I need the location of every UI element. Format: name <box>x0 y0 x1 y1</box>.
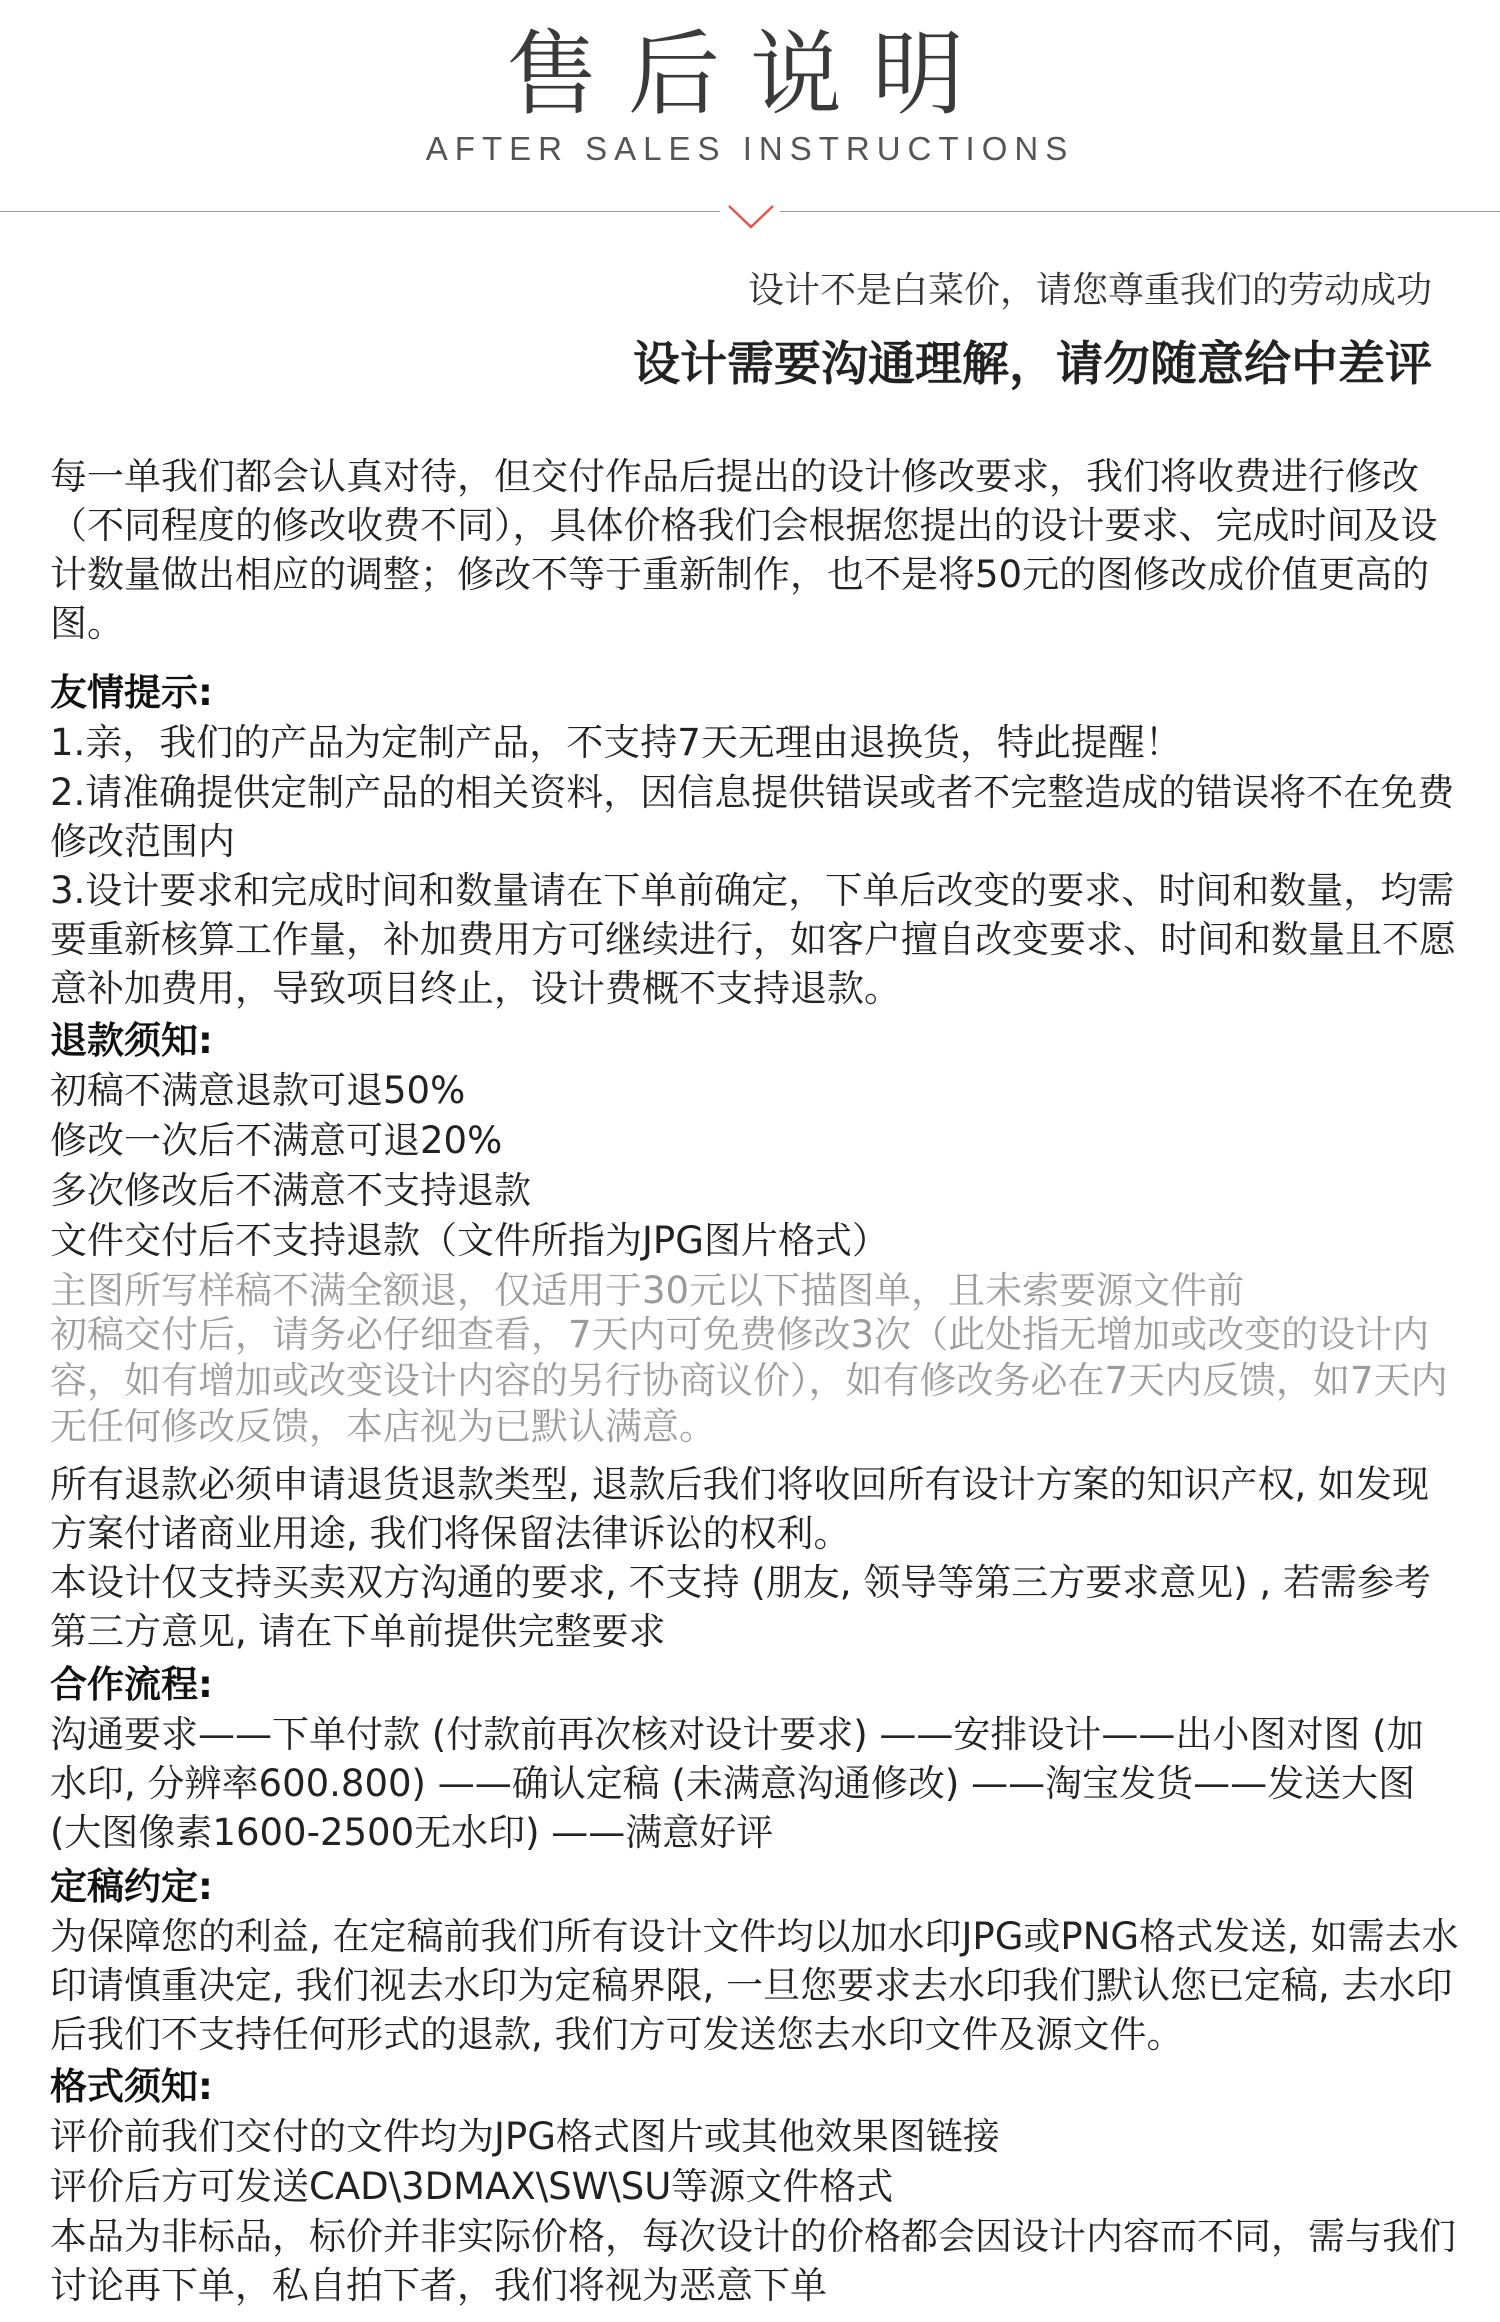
refund-line-1: 初稿不满意退款可退50% <box>50 1069 466 1112</box>
format-line-1: 评价前我们交付的文件均为JPG格式图片或其他效果图链接 <box>50 2115 1000 2158</box>
format-heading: 格式须知: <box>50 2065 213 2108</box>
format-line-2: 评价后方可发送CAD\3DMAX\SW\SU等源文件格式 <box>50 2165 894 2208</box>
process-text: 沟通要求——下单付款 (付款前再次核对设计要求) ——安排设计——出小图对图 (加水印, 分辨率600.800) ——确认定稿 (未满意沟通修改) ——淘宝发货——发送大图 (大图像素1600-2500无水印) ——满意好评 <box>50 1713 1424 1854</box>
intro-paragraph: 每一单我们都会认真对待，但交付作品后提出的设计修改要求，我们将收费进行修改（不同程度的修改收费不同），具体价格我们会根据您提出的设计要求、完成时间及设计数量做出相应的调整；修改不等于重新制作，也不是将50元的图修改成价值更高的图。 <box>50 455 1438 645</box>
tip-item-2: 2.请准确提供定制产品的相关资料，因信息提供错误或者不完整造成的错误将不在免费修改范围内 <box>50 771 1455 863</box>
divider-left <box>0 211 720 212</box>
refund-line-3: 多次修改后不满意不支持退款 <box>50 1169 531 1212</box>
chevron-down-icon <box>727 203 775 231</box>
process-heading: 合作流程: <box>50 1663 213 1706</box>
tips-heading: 友情提示: <box>50 671 213 714</box>
refund-line-2: 修改一次后不满意可退20% <box>50 1119 503 1162</box>
page-title-en: AFTER SALES INSTRUCTIONS <box>425 130 1075 167</box>
slogan-respect: 设计不是白菜价，请您尊重我们的劳动成功 <box>747 270 1432 311</box>
page-title-cn: 售后说明 <box>505 21 994 128</box>
finalize-text: 为保障您的利益, 在定稿前我们所有设计文件均以加水印JPG或PNG格式发送, 如需去水印请慎重决定, 我们视去水印为定稿界限, 一旦您要求去水印我们默认您已定稿, 去水印后我们不支持任何形式的退款, 我们方可发送您去水印文件及源文件。 <box>50 1915 1459 2056</box>
tip-item-1: 1.亲，我们的产品为定制产品，不支持7天无理由退换货，特此提醒！ <box>50 721 1182 764</box>
tip-item-3: 3.设计要求和完成时间和数量请在下单前确定，下单后改变的要求、时间和数量，均需要重新核算工作量，补加费用方可继续进行，如客户擅自改变要求、时间和数量且不愿意补加费用，导致项目终止，设计费概不支持退款。 <box>50 869 1456 1010</box>
refund-gray-line-2: 初稿交付后，请务必仔细查看，7天内可免费修改3次（此处指无增加或改变的设计内容，如有增加或改变设计内容的另行协商议价），如有修改务必在7天内反馈，如7天内无任何修改反馈，本店视为已默认满意。 <box>50 1313 1448 1448</box>
refund-heading: 退款须知: <box>50 1019 213 1062</box>
slogan-no-bad-review: 设计需要沟通理解，请勿随意给中差评 <box>633 337 1432 392</box>
refund-line-4: 文件交付后不支持退款（文件所指为JPG图片格式） <box>50 1219 889 1262</box>
format-line-3: 本品为非标品，标价并非实际价格，每次设计的价格都会因设计内容而不同，需与我们讨论再下单，私自拍下者，我们将视为恶意下单 <box>50 2215 1456 2307</box>
divider-right <box>780 211 1500 212</box>
refund-extra-2: 本设计仅支持买卖双方沟通的要求, 不支持 (朋友, 领导等第三方要求意见) , 若需参考第三方意见, 请在下单前提供完整要求 <box>50 1561 1431 1653</box>
refund-extra-1: 所有退款必须申请退货退款类型, 退款后我们将收回所有设计方案的知识产权, 如发现方案付诸商业用途, 我们将保留法律诉讼的权利。 <box>50 1463 1430 1555</box>
finalize-heading: 定稿约定: <box>50 1865 213 1908</box>
refund-gray-line-1: 主图所写样稿不满全额退，仅适用于30元以下描图单，且未索要源文件前 <box>50 1269 1245 1312</box>
